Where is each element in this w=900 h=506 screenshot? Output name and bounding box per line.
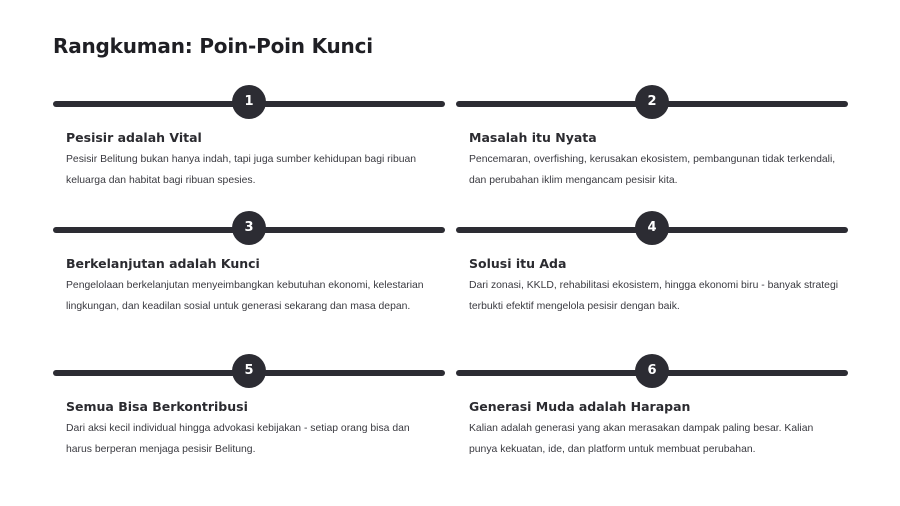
point-description: Kalian adalah generasi yang akan merasakan dampak paling besar. Kalian punya kekuatan, ide, dan platform untuk membuat perubahan.: [469, 423, 814, 455]
number-badge: 1: [232, 85, 266, 119]
point-heading: Pesisir adalah Vital: [66, 130, 202, 145]
point-heading: Generasi Muda adalah Harapan: [469, 399, 691, 414]
number-badge: 6: [635, 354, 669, 388]
point-description: Pesisir Belitung bukan hanya indah, tapi juga sumber kehidupan bagi ribuan keluarga dan habitat bagi ribuan spesies.: [66, 154, 417, 186]
number-badge: 3: [232, 211, 266, 245]
number-badge: 5: [232, 354, 266, 388]
point-heading: Berkelanjutan adalah Kunci: [66, 256, 260, 271]
number-badge: 4: [635, 211, 669, 245]
number-badge: 2: [635, 85, 669, 119]
page-title: Rangkuman: Poin-Poin Kunci: [53, 34, 373, 58]
point-description: Pencemaran, overfishing, kerusakan ekosistem, pembangunan tidak terkendali, dan perubahan iklim mengancam pesisir kita.: [469, 154, 836, 186]
point-description: Dari aksi kecil individual hingga advokasi kebijakan - setiap orang bisa dan harus berperan menjaga pesisir Belitung.: [66, 423, 410, 455]
point-heading: Solusi itu Ada: [469, 256, 567, 271]
point-description: Dari zonasi, KKLD, rehabilitasi ekosistem, hingga ekonomi biru - banyak strategi terbukti efektif mengelola pesisir dengan baik.: [469, 280, 839, 312]
point-description: Pengelolaan berkelanjutan menyeimbangkan kebutuhan ekonomi, kelestarian lingkungan, dan keadilan sosial untuk generasi sekarang dan masa depan.: [66, 280, 424, 312]
point-heading: Semua Bisa Berkontribusi: [66, 399, 248, 414]
point-heading: Masalah itu Nyata: [469, 130, 597, 145]
